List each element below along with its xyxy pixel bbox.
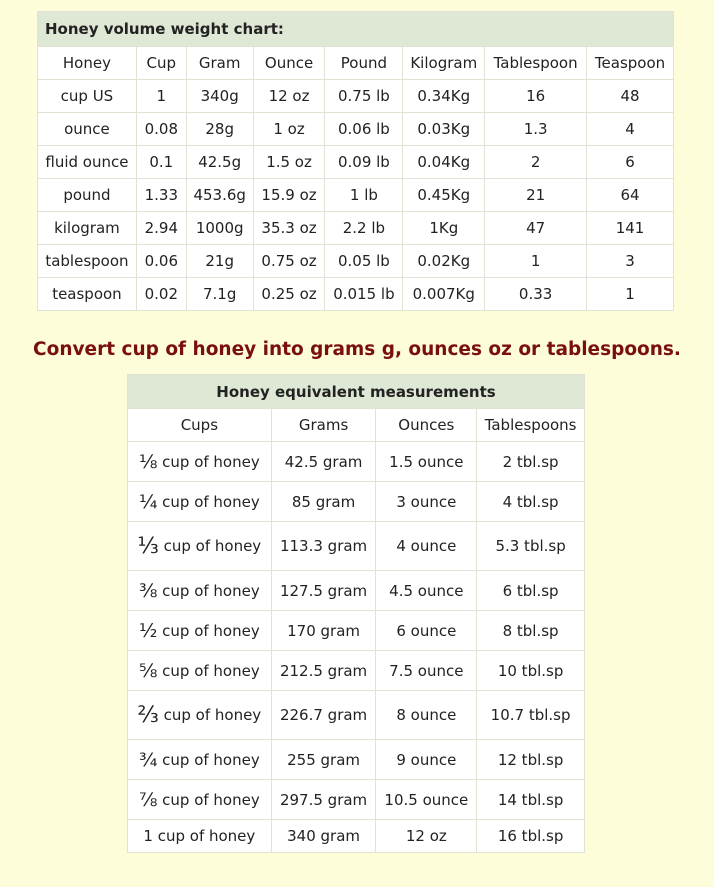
table-cell: 16 xyxy=(485,80,587,113)
tablespoons-cell: 10.7 tbl.sp xyxy=(477,691,585,740)
honey-volume-weight-table xyxy=(37,11,674,311)
table-row xyxy=(128,691,585,740)
column-header: Ounce xyxy=(253,47,325,80)
fraction: ⅓ xyxy=(137,533,159,559)
cups-cell xyxy=(128,571,272,611)
table-cell: 1 xyxy=(587,278,674,311)
table-cell: 0.007Kg xyxy=(403,278,485,311)
table-cell: 1Kg xyxy=(403,212,485,245)
table-cell: teaspoon xyxy=(38,278,137,311)
table-row xyxy=(128,482,585,522)
table-cell: 1 oz xyxy=(253,113,325,146)
fraction: ⅜ xyxy=(138,579,158,602)
table-cell: fluid ounce xyxy=(38,146,137,179)
ounces-cell: 6 ounce xyxy=(376,611,477,651)
fraction: ⅛ xyxy=(138,450,158,473)
table-cell: 141 xyxy=(587,212,674,245)
table-row xyxy=(128,780,585,820)
column-header: Honey xyxy=(38,47,137,80)
ounces-cell: 3 ounce xyxy=(376,482,477,522)
table-cell: 1 xyxy=(485,245,587,278)
cups-cell xyxy=(128,611,272,651)
table-cell: 0.25 oz xyxy=(253,278,325,311)
table-cell: 1.3 xyxy=(485,113,587,146)
ounces-cell: 4.5 ounce xyxy=(376,571,477,611)
cups-cell xyxy=(128,442,272,482)
cups-label: cup of honey xyxy=(158,536,262,555)
table-cell: ounce xyxy=(38,113,137,146)
cups-label: cup of honey xyxy=(157,492,260,511)
column-header: Grams xyxy=(271,409,376,442)
table-cell: 2.94 xyxy=(136,212,186,245)
tablespoons-cell: 2 tbl.sp xyxy=(477,442,585,482)
table-cell: 64 xyxy=(587,179,674,212)
fraction: ⅔ xyxy=(137,702,159,728)
table-row xyxy=(38,212,674,245)
cups-label: cup of honey xyxy=(157,581,260,600)
tablespoons-cell: 16 tbl.sp xyxy=(477,820,585,853)
table-cell: tablespoon xyxy=(38,245,137,278)
volume-chart-header-row xyxy=(38,47,674,80)
table-row xyxy=(128,820,585,853)
table-cell: 0.09 lb xyxy=(325,146,403,179)
tablespoons-cell: 8 tbl.sp xyxy=(477,611,585,651)
cups-label: cup of honey xyxy=(157,621,260,640)
fraction: ⅞ xyxy=(138,788,158,811)
table-cell: 48 xyxy=(587,80,674,113)
grams-cell: 113.3 gram xyxy=(271,522,376,571)
table-cell: 340g xyxy=(186,80,253,113)
grams-cell: 85 gram xyxy=(271,482,376,522)
column-header: Teaspoon xyxy=(587,47,674,80)
table-cell: 1000g xyxy=(186,212,253,245)
ounces-cell: 9 ounce xyxy=(376,740,477,780)
cups-label: cup of honey xyxy=(158,705,262,724)
table-cell: 0.33 xyxy=(485,278,587,311)
table-cell: 21g xyxy=(186,245,253,278)
table-cell: 7.1g xyxy=(186,278,253,311)
table-cell: 0.03Kg xyxy=(403,113,485,146)
ounces-cell: 4 ounce xyxy=(376,522,477,571)
grams-cell: 297.5 gram xyxy=(271,780,376,820)
cups-cell xyxy=(128,740,272,780)
table-row xyxy=(38,80,674,113)
volume-chart-title: Honey volume weight chart: xyxy=(38,12,674,47)
table-cell: 12 oz xyxy=(253,80,325,113)
grams-cell: 127.5 gram xyxy=(271,571,376,611)
tablespoons-cell: 10 tbl.sp xyxy=(477,651,585,691)
cups-label: cup of honey xyxy=(157,452,260,471)
table-cell: 0.015 lb xyxy=(325,278,403,311)
table-cell: 15.9 oz xyxy=(253,179,325,212)
table-cell: 35.3 oz xyxy=(253,212,325,245)
table-cell: 0.06 lb xyxy=(325,113,403,146)
tablespoons-cell: 6 tbl.sp xyxy=(477,571,585,611)
table-cell: 1 lb xyxy=(325,179,403,212)
cups-cell xyxy=(128,780,272,820)
column-header: Tablespoons xyxy=(477,409,585,442)
table-cell: 6 xyxy=(587,146,674,179)
grams-cell: 255 gram xyxy=(271,740,376,780)
cups-label: cup of honey xyxy=(157,790,260,809)
cups-cell xyxy=(128,820,272,853)
table-row xyxy=(38,179,674,212)
table-row xyxy=(128,611,585,651)
column-header: Pound xyxy=(325,47,403,80)
equivalents-header-row xyxy=(128,409,585,442)
cups-cell xyxy=(128,691,272,740)
table-row xyxy=(128,651,585,691)
table-cell: 0.04Kg xyxy=(403,146,485,179)
table-cell: 0.02 xyxy=(136,278,186,311)
cups-label: cup of honey xyxy=(157,661,260,680)
table-row xyxy=(38,245,674,278)
table-cell: 28g xyxy=(186,113,253,146)
grams-cell: 340 gram xyxy=(271,820,376,853)
ounces-cell: 1.5 ounce xyxy=(376,442,477,482)
ounces-cell: 10.5 ounce xyxy=(376,780,477,820)
column-header: Cups xyxy=(128,409,272,442)
table-cell: 47 xyxy=(485,212,587,245)
table-cell: 1.33 xyxy=(136,179,186,212)
table-cell: 0.1 xyxy=(136,146,186,179)
cups-cell xyxy=(128,482,272,522)
column-header: Tablespoon xyxy=(485,47,587,80)
table-row xyxy=(128,522,585,571)
tablespoons-cell: 12 tbl.sp xyxy=(477,740,585,780)
table-row xyxy=(128,571,585,611)
table-cell: 0.75 oz xyxy=(253,245,325,278)
table-cell: 0.05 lb xyxy=(325,245,403,278)
table-cell: 0.75 lb xyxy=(325,80,403,113)
table-cell: 0.45Kg xyxy=(403,179,485,212)
table-row xyxy=(38,278,674,311)
table-cell: 0.06 xyxy=(136,245,186,278)
column-header: Ounces xyxy=(376,409,477,442)
tablespoons-cell: 14 tbl.sp xyxy=(477,780,585,820)
column-header: Gram xyxy=(186,47,253,80)
table-row xyxy=(38,146,674,179)
table-row xyxy=(128,740,585,780)
table-cell: 0.08 xyxy=(136,113,186,146)
table-cell: 1 xyxy=(136,80,186,113)
table-cell: 0.34Kg xyxy=(403,80,485,113)
equivalents-title: Honey equivalent measurements xyxy=(128,375,585,409)
fraction: ¼ xyxy=(138,490,158,513)
column-header: Cup xyxy=(136,47,186,80)
table-row xyxy=(38,113,674,146)
grams-cell: 212.5 gram xyxy=(271,651,376,691)
ounces-cell: 7.5 ounce xyxy=(376,651,477,691)
column-header: Kilogram xyxy=(403,47,485,80)
grams-cell: 170 gram xyxy=(271,611,376,651)
fraction: ⅝ xyxy=(138,659,158,682)
ounces-cell: 12 oz xyxy=(376,820,477,853)
cups-cell xyxy=(128,651,272,691)
grams-cell: 226.7 gram xyxy=(271,691,376,740)
fraction: ½ xyxy=(138,619,158,642)
table-cell: 42.5g xyxy=(186,146,253,179)
fraction: ¾ xyxy=(138,748,158,771)
table-row xyxy=(128,442,585,482)
cups-label: cup of honey xyxy=(157,750,260,769)
honey-equivalent-table xyxy=(127,374,585,853)
table-cell: 2 xyxy=(485,146,587,179)
table-cell: 453.6g xyxy=(186,179,253,212)
table-cell: 0.02Kg xyxy=(403,245,485,278)
cups-cell xyxy=(128,522,272,571)
table-cell: kilogram xyxy=(38,212,137,245)
table-cell: 2.2 lb xyxy=(325,212,403,245)
table-cell: cup US xyxy=(38,80,137,113)
tablespoons-cell: 5.3 tbl.sp xyxy=(477,522,585,571)
table-cell: 21 xyxy=(485,179,587,212)
cups-label: 1 cup of honey xyxy=(143,827,256,845)
ounces-cell: 8 ounce xyxy=(376,691,477,740)
conversion-heading: Convert cup of honey into grams g, ounces oz or tablespoons. xyxy=(33,339,681,360)
table-cell: 3 xyxy=(587,245,674,278)
table-cell: 1.5 oz xyxy=(253,146,325,179)
tablespoons-cell: 4 tbl.sp xyxy=(477,482,585,522)
table-cell: pound xyxy=(38,179,137,212)
grams-cell: 42.5 gram xyxy=(271,442,376,482)
table-cell: 4 xyxy=(587,113,674,146)
